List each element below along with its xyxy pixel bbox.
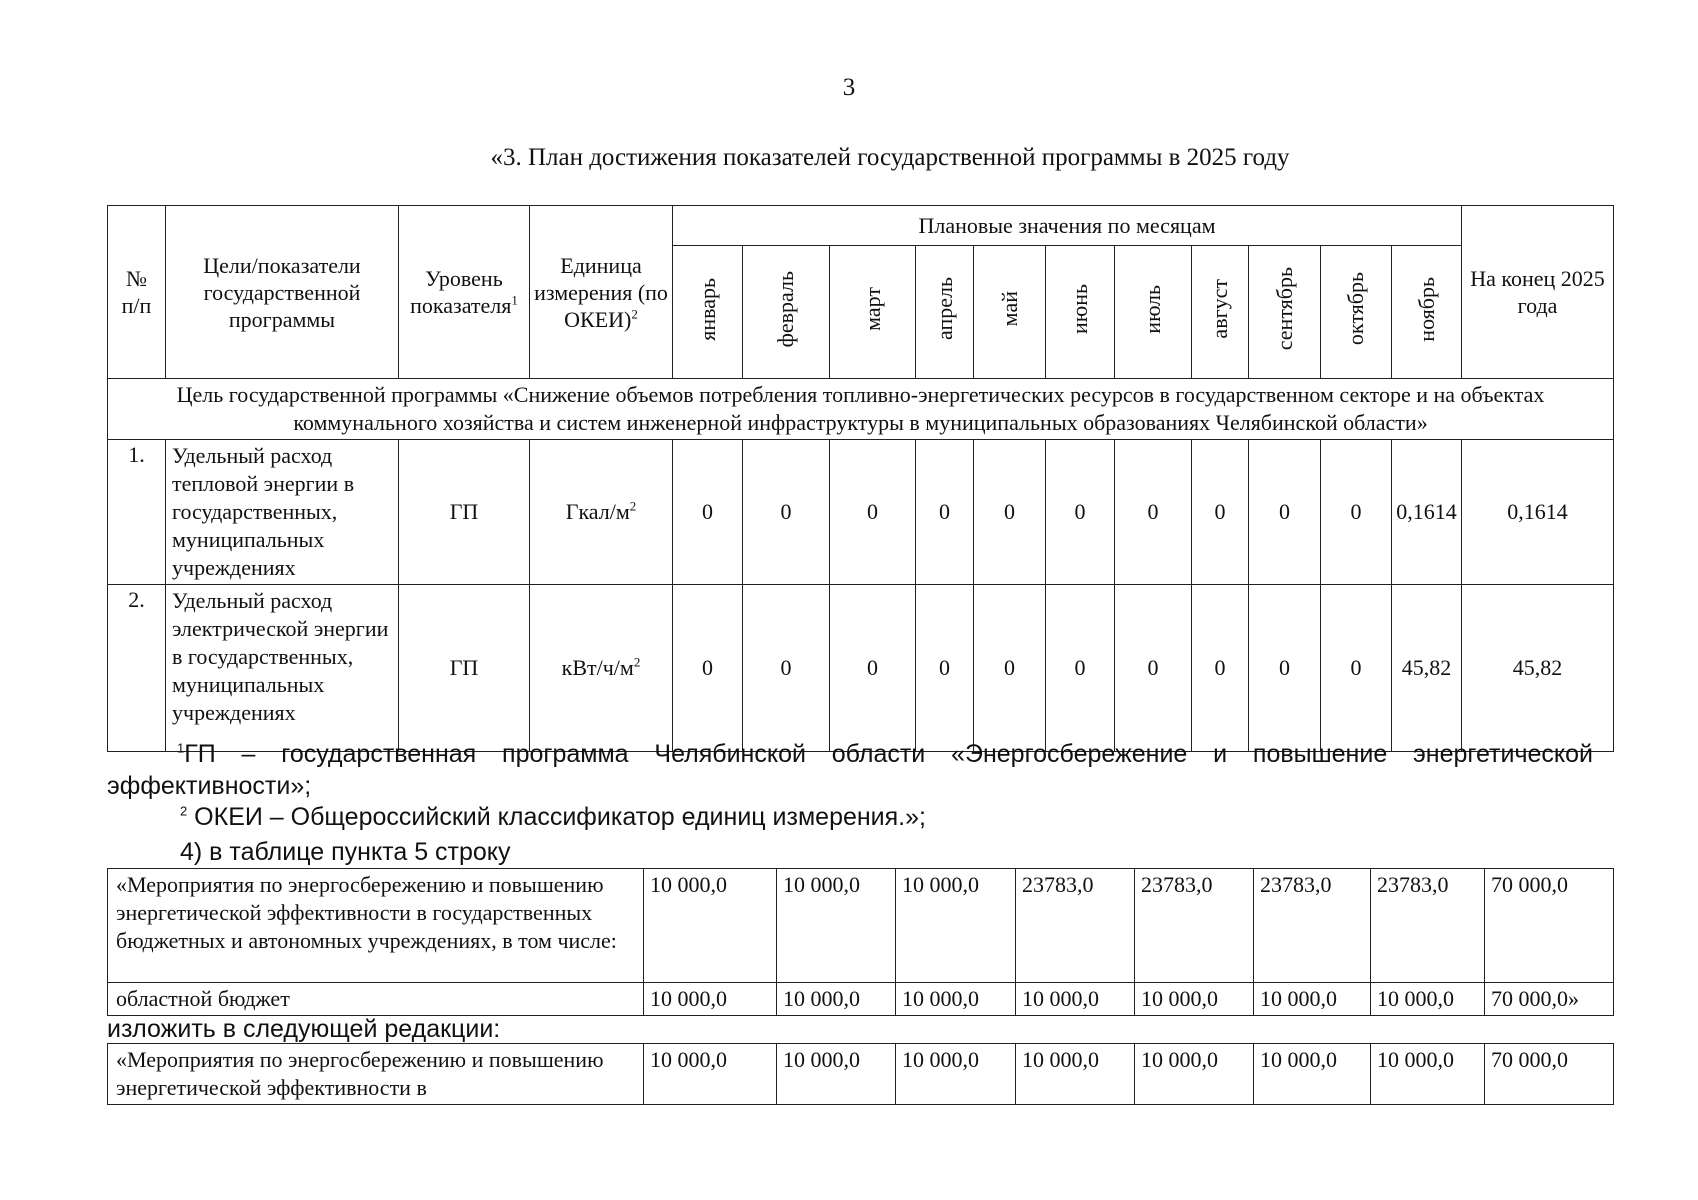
header-month-nov <box>1392 246 1462 379</box>
indicator-unit <box>530 440 673 585</box>
value-jun: 0 <box>1046 440 1115 585</box>
indicator-level: ГП <box>399 585 530 752</box>
month-label: март <box>859 287 885 331</box>
funding-value: 10 000,0 <box>777 1044 896 1105</box>
value-aug: 0 <box>1192 440 1249 585</box>
section-title: «3. План достижения показателей государственной программы в 2025 году <box>490 144 1290 171</box>
funding-value: 10 000,0 <box>644 1044 777 1105</box>
value-mar: 0 <box>830 585 916 752</box>
header-num <box>108 206 166 379</box>
funding-value: 10 000,0 <box>1254 1044 1371 1105</box>
funding-value: 10 000,0 <box>777 983 896 1016</box>
header-monthly-group: Плановые значения по месяцам <box>673 206 1462 246</box>
value-oct: 0 <box>1321 585 1392 752</box>
footnote-1-text: ГП – государственная программа Челябинской области «Энергосбережение и повышение энергетической <box>184 740 1593 768</box>
indicator-name: Удельный расход электрической энергии в государственных, муниципальных учреждениях <box>166 585 399 752</box>
header-month-may <box>974 246 1046 379</box>
unit-sup: 2 <box>629 498 637 514</box>
row-number: 2. <box>108 585 166 752</box>
header-end-of-year: На конец 2025 года <box>1462 206 1614 379</box>
value-aug: 0 <box>1192 585 1249 752</box>
funding-value: 23783,0 <box>1016 869 1135 983</box>
funding-value: 70 000,0» <box>1485 983 1614 1016</box>
funding-row-label: «Мероприятия по энергосбережению и повышению энергетической эффективности в государственных бюджетных и автономных учреждениях, в том числе: <box>108 869 644 983</box>
value-end-of-year: 45,82 <box>1462 585 1614 752</box>
funding-value: 70 000,0 <box>1485 869 1614 983</box>
funding-value: 23783,0 <box>1135 869 1254 983</box>
funding-value: 10 000,0 <box>1016 1044 1135 1105</box>
month-label: февраль <box>773 270 798 348</box>
funding-value: 10 000,0 <box>1135 983 1254 1016</box>
month-label: май <box>996 291 1022 327</box>
footnote-2-text: ОКЕИ – Общероссийский классификатор единиц измерения.»; <box>187 803 926 831</box>
value-feb: 0 <box>743 440 830 585</box>
funding-value: 10 000,0 <box>644 983 777 1016</box>
footnote-1-mark: 1 <box>177 740 185 756</box>
funding-value: 10 000,0 <box>1135 1044 1254 1105</box>
value-jan: 0 <box>673 585 743 752</box>
value-apr: 0 <box>916 585 974 752</box>
month-label: апрель <box>931 277 957 341</box>
month-label: октябрь <box>1343 272 1368 346</box>
unit-sup: 2 <box>633 654 641 670</box>
header-num-line1: № <box>126 266 147 291</box>
header-month-jul <box>1115 246 1192 379</box>
table-row <box>108 869 1614 983</box>
header-unit-footnote-mark: 2 <box>631 306 638 322</box>
value-jun: 0 <box>1046 585 1115 752</box>
program-goal-row: Цель государственной программы «Снижение объемов потребления топливно-энергетических ресурсов в государственном секторе и на объектах коммунального хозяйства и систем инженерной инфраструктуры в муниципальных образованиях Челябинской области» <box>108 379 1614 440</box>
header-month-oct <box>1321 246 1392 379</box>
funding-value: 10 000,0 <box>896 983 1016 1016</box>
header-month-aug <box>1192 246 1249 379</box>
value-jul: 0 <box>1115 585 1192 752</box>
value-sep: 0 <box>1249 585 1321 752</box>
table-row <box>108 983 1614 1016</box>
header-level-footnote-mark: 1 <box>511 292 518 308</box>
value-jan: 0 <box>673 440 743 585</box>
funding-row-label: областной бюджет <box>108 983 644 1016</box>
value-feb: 0 <box>743 585 830 752</box>
indicator-level: ГП <box>399 440 530 585</box>
funding-row-label: «Мероприятия по энергосбережению и повышению энергетической эффективности в <box>108 1044 644 1105</box>
funding-value: 10 000,0 <box>1254 983 1371 1016</box>
value-apr: 0 <box>916 440 974 585</box>
footnote-2-mark: 2 <box>180 803 188 819</box>
header-goals: Цели/показатели государственной программы <box>166 206 399 379</box>
header-unit <box>530 206 673 379</box>
funding-value: 10 000,0 <box>896 1044 1016 1105</box>
row-number: 1. <box>108 440 166 585</box>
month-label: июнь <box>1067 283 1092 334</box>
value-sep: 0 <box>1249 440 1321 585</box>
header-month-apr <box>916 246 974 379</box>
table-row <box>108 1044 1614 1105</box>
month-label: ноябрь <box>1413 276 1439 342</box>
footnote-1-line1 <box>107 738 1593 770</box>
header-level-text: Уровень показателя <box>410 266 512 318</box>
funding-value: 10 000,0 <box>1371 1044 1485 1105</box>
funding-value: 10 000,0 <box>1016 983 1135 1016</box>
page-number: 3 <box>842 74 856 101</box>
header-month-jan <box>673 246 743 379</box>
funding-value: 10 000,0 <box>777 869 896 983</box>
table-row <box>108 585 1614 752</box>
funding-value: 10 000,0 <box>896 869 1016 983</box>
table-row <box>108 440 1614 585</box>
header-month-mar <box>830 246 916 379</box>
footnote-1-line2: эффективности»; <box>107 772 312 800</box>
funding-value: 10 000,0 <box>644 869 777 983</box>
unit-text: Гкал/м <box>565 499 630 524</box>
footnote-2 <box>180 803 926 832</box>
new-funding-table <box>107 1043 1614 1105</box>
month-label: сентябрь <box>1271 267 1297 351</box>
funding-value: 70 000,0 <box>1485 1044 1614 1105</box>
value-nov: 45,82 <box>1392 585 1462 752</box>
indicators-plan-table <box>107 205 1614 752</box>
month-label: январь <box>694 277 720 341</box>
header-month-jun <box>1046 246 1115 379</box>
month-label: август <box>1207 279 1232 339</box>
funding-value: 10 000,0 <box>1371 983 1485 1016</box>
header-month-sep <box>1249 246 1321 379</box>
value-end-of-year: 0,1614 <box>1462 440 1614 585</box>
header-num-line2: п/п <box>121 293 152 318</box>
funding-value: 23783,0 <box>1371 869 1485 983</box>
value-oct: 0 <box>1321 440 1392 585</box>
footnote-1 <box>107 738 1593 802</box>
header-month-feb <box>743 246 830 379</box>
header-unit-text: Единица измерения (по ОКЕИ) <box>534 252 668 332</box>
month-label: июль <box>1140 284 1165 334</box>
value-jul: 0 <box>1115 440 1192 585</box>
value-may: 0 <box>974 440 1046 585</box>
value-nov: 0,1614 <box>1392 440 1462 585</box>
old-funding-table <box>107 868 1614 1016</box>
indicator-name: Удельный расход тепловой энергии в государственных, муниципальных учреждениях <box>166 440 399 585</box>
amendment-step-4: 4) в таблице пункта 5 строку <box>180 838 511 866</box>
header-level <box>399 206 530 379</box>
indicator-unit <box>530 585 673 752</box>
unit-text: кВт/ч/м <box>561 655 634 680</box>
value-mar: 0 <box>830 440 916 585</box>
value-may: 0 <box>974 585 1046 752</box>
funding-value: 23783,0 <box>1254 869 1371 983</box>
new-edition-text: изложить в следующей редакции: <box>107 1015 501 1043</box>
